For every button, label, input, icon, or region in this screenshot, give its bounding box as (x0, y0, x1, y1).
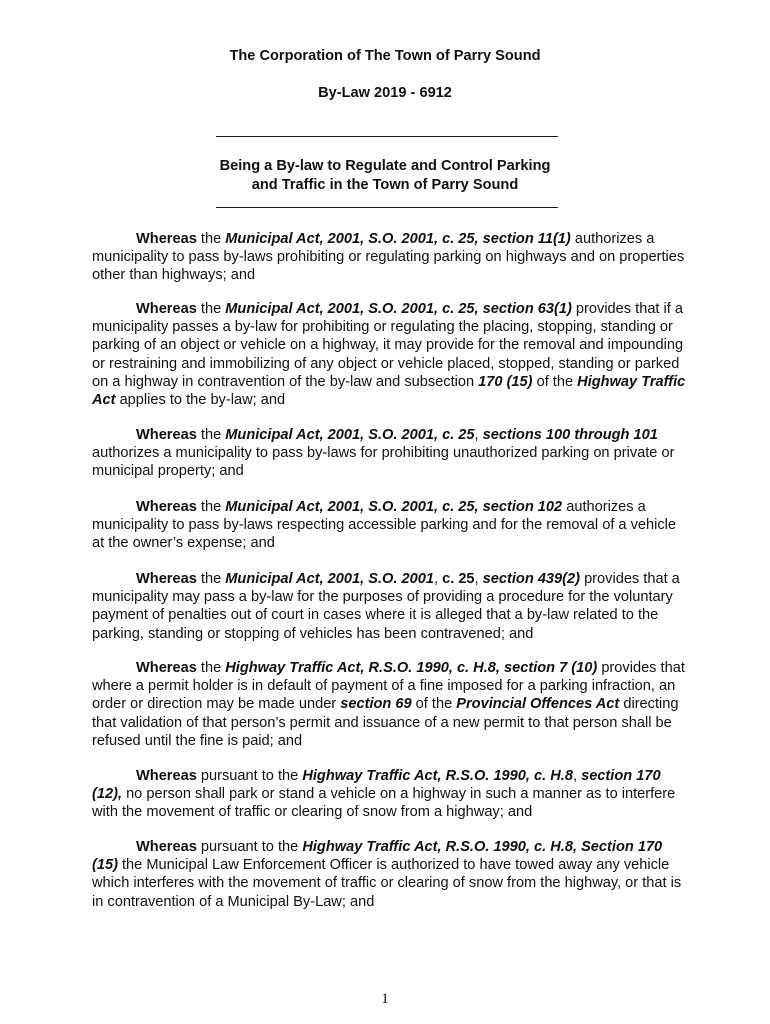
whereas-clause-4: Whereas the Municipal Act, 2001, S.O. 2001, c. 25, section 102 authorizes a municipality to pass by-laws respecting accessible parking and for the removal of a vehicle at the owner’s expense; and (92, 499, 677, 552)
whereas-clause-7: Whereas pursuant to the Highway Traffic Act, R.S.O. 1990, c. H.8, section 170 (12), no person shall park or stand a vehicle on a highway in such a manner as to interfere with the movement of traffic or clearing of snow from a highway; and (92, 768, 676, 821)
whereas-clause-2: Whereas the Municipal Act, 2001, S.O. 2001, c. 25, section 63(1) provides that if a municipality passes a by-law for prohibiting or regulating the placing, stopping, standing or parking of an object or vehicle on a highway, it may provide for the removal and impounding or restraining and immobilizing of any object or vehicle placed, stopped, standing or parked on a highway in contravention of the by-law and subsection 170 (15) of the Highway Traffic Act applies to the by-law; and (92, 301, 686, 409)
page-number: 1 (381, 991, 389, 1007)
whereas-clause-3: Whereas the Municipal Act, 2001, S.O. 2001, c. 25, sections 100 through 101 authorizes a municipality to pass by-laws for prohibiting unauthorized parking on private or municipal property; and (92, 427, 675, 480)
whereas-clause-8: Whereas pursuant to the Highway Traffic Act, R.S.O. 1990, c. H.8, Section 170 (15) the Municipal Law Enforcement Officer is authorized to have towed away any vehicle which interferes with the movement of traffic or clearing of snow from the highway, or that is in contravention of a Municipal By-Law; and (92, 839, 682, 910)
whereas-clause-6: Whereas the Highway Traffic Act, R.S.O. 1990, c. H.8, section 7 (10) provides that where a permit holder is in default of payment of a fine imposed for a parking infraction, an order or direction may be made under section 69 of the Provincial Offences Act directing that validation of that person’s permit and issuance of a new permit to that person shall be refused until the fine is paid; and (92, 660, 685, 749)
bylaw-title-line-2: and Traffic in the Town of Parry Sound (251, 177, 519, 193)
bylaw-title-line-1: Being a By-law to Regulate and Control Parking (219, 158, 551, 174)
whereas-clause-5: Whereas the Municipal Act, 2001, S.O. 2001, c. 25, section 439(2) provides that a municipality may pass a by-law for the purposes of providing a procedure for the voluntary payment of penalties out of court in cases where it is alleged that a by-law related to the parking, standing or stopping of vehicles has been contravened; and (92, 571, 680, 642)
bylaw-number: By-Law 2019 - 6912 (318, 85, 452, 101)
corporation-heading: The Corporation of The Town of Parry Sound (229, 48, 541, 64)
top-divider (216, 136, 558, 137)
bottom-divider (216, 207, 558, 208)
whereas-clause-1: Whereas the Municipal Act, 2001, S.O. 2001, c. 25, section 11(1) authorizes a municipality to pass by-laws prohibiting or regulating parking on highways and on properties other than highways; and (92, 231, 685, 284)
